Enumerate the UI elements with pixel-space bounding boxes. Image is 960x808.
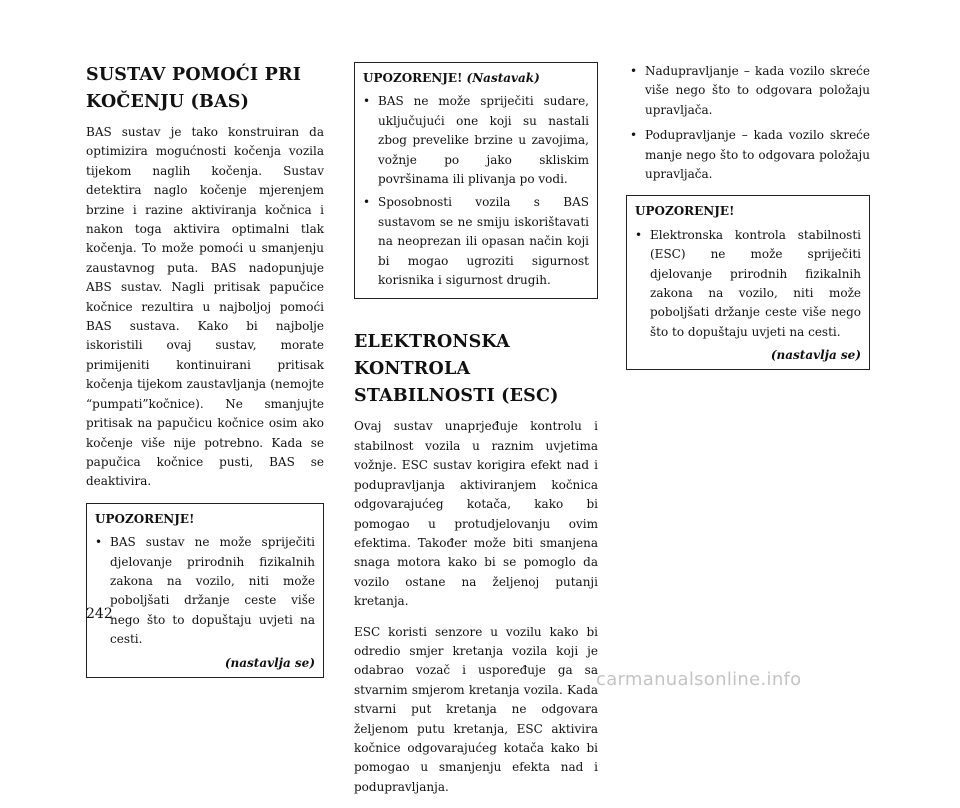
warning-title: UPOZORENJE!	[95, 511, 195, 526]
bas-warning-continued-box	[354, 62, 598, 299]
page-number: 242	[86, 606, 113, 622]
esc-bullet-list	[626, 62, 870, 184]
continued-label: (nastavlja se)	[770, 348, 861, 363]
warning-list	[635, 226, 861, 342]
column-left	[86, 62, 324, 678]
warning-item: • Elektronska kontrola stabilnosti (ESC) ne može spriječiti djelovanje prirodnih fizikalnih zakona na vozilo, niti može poboljšati držanje ceste više nego što to dopuštaju uvjeti na cesti.	[635, 226, 861, 342]
bas-paragraph: BAS sustav je tako konstruiran da optimizira mogućnosti kočenja vozila tijekom naglih kočenja. Sustav detektira naglo kočenje mjerenjem brzine i razine aktiviranja kočnica i nakon toga aktivira optimalni tlak kočenja. To može pomoći u smanjenju zaustavnog puta. BAS nadopunjuje ABS sustav. Nagli pritisak papučice kočnice rezultira u najboljoj pomoći BAS sustava. Kako bi najbolje iskoristili ovaj sustav, morate primijeniti kontinuirani pritisak kočenja tijekom zaustavljanja (nemojte “pumpati”kočnice). Ne smanjujte pritisak na papučicu kočnice osim ako kočenje više nije potrebno. Kada se papučica kočnice pusti, BAS se deaktivira.	[86, 125, 324, 489]
warning-item: • BAS ne može spriječiti sudare, uključujući one koji su nastali zbog prevelike brzine u zavojima, vožnje po jako skliskim površinama ili plivanja po vodi.	[363, 92, 589, 189]
warning-item: • BAS sustav ne može spriječiti djelovanje prirodnih fizikalnih zakona na vozilo, niti može poboljšati držanje ceste više nego što to dopuštaju uvjeti na cesti.	[95, 533, 315, 649]
esc-paragraph-2: ESC koristi senzore u vozilu kako bi odredio smjer kretanja vozila koji je odabrao vozač i uspoređuje ga sa stvarnim smjerom kretanja vozila. Kada stvarni put kretanja ne odgovara željenom putu kretanja, ESC aktivira kočnice odgovarajućeg kotača kako bi pomogao u smanjenju efekta nad i podupravljanja.	[354, 624, 598, 794]
column-right	[626, 62, 870, 370]
esc-paragraph-1: Ovaj sustav unaprjeđuje kontrolu i stabilnost vozila u raznim uvjetima vožnje. ESC sustav korigira efekt nad i podupravljanja aktiviranjem kočnica odgovarajućeg kotača, kako bi pomogao u protudjelovanju ovim efektima. Također može biti smanjena snaga motora kako bi se pomoglo da vozilo ostane na željenoj putanji kretanja.	[354, 419, 598, 609]
warning-list	[95, 533, 315, 649]
warning-title: UPOZORENJE!	[635, 204, 735, 219]
esc-warning-box	[626, 195, 870, 370]
bas-heading: SUSTAV POMOĆI PRI KOČENJU (BAS)	[86, 65, 302, 112]
warning-list	[363, 92, 589, 290]
warning-item: • Sposobnosti vozila s BAS sustavom se ne smiju iskorištavati na neoprezan ili opasan način koji bi mogao ugroziti sigurnost korisnika i sigurnost drugih.	[363, 193, 589, 290]
watermark-text: carmanualsonline.info	[596, 669, 802, 690]
column-middle	[354, 62, 598, 808]
bas-warning-box	[86, 503, 324, 678]
esc-bullet-understeer: • Podupravljanje – kada vozilo skreće manje nego što to odgovara položaju upravljača.	[626, 126, 870, 184]
warning-title: UPOZORENJE! (Nastavak)	[363, 71, 540, 85]
esc-bullet-oversteer: • Nadupravljanje – kada vozilo skreće više nego što to odgovara položaju upravljača.	[626, 62, 870, 120]
continued-label: (nastavlja se)	[224, 655, 315, 670]
esc-heading: ELEKTRONSKA KONTROLA STABILNOSTI (ESC)	[354, 332, 559, 407]
